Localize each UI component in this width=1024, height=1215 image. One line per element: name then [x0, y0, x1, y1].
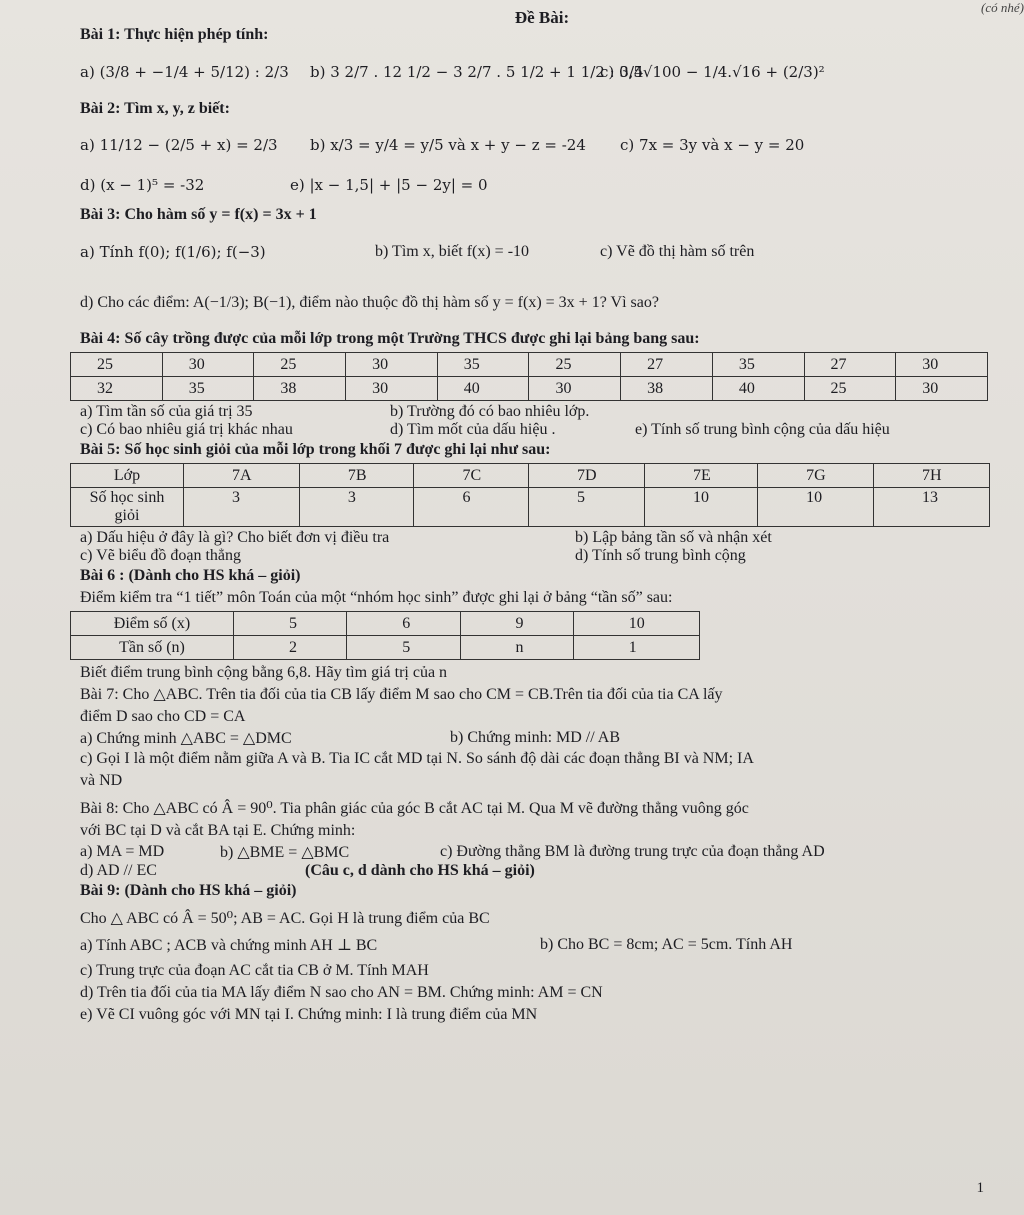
b5-value-cell: 3	[184, 488, 300, 527]
b4-table-cell: 25	[71, 353, 163, 377]
b8-l1: Bài 8: Cho △ABC có Â = 90⁰. Tia phân giác của góc B cắt AC tại M. Qua M vẽ đường thẳng vuông góc	[80, 800, 749, 817]
b4-title: Bài 4: Số cây trồng được của mỗi lớp trong một Trường THCS được ghi lại bảng bang sau:	[80, 330, 700, 347]
b6-score-cell: 5	[234, 612, 347, 636]
b4-table-cell: 35	[712, 353, 804, 377]
b5-value-cell: 5	[529, 488, 645, 527]
b4-table-cell: 25	[529, 353, 621, 377]
b4-a: a) Tìm tần số của giá trị 35	[80, 403, 253, 420]
b2-d: d) (x − 1)⁵ = -32	[80, 176, 205, 194]
page-number: 1	[976, 1180, 984, 1196]
b4-table-cell: 38	[254, 377, 346, 401]
b4-table	[70, 352, 988, 401]
b4-table-cell: 30	[346, 353, 438, 377]
b6-score-cell: Điểm số (x)	[71, 612, 234, 636]
b5-head-cell: 7E	[644, 464, 757, 488]
b6-score-cell: 6	[347, 612, 460, 636]
b4-e: e) Tính số trung bình cộng của dấu hiệu	[635, 421, 890, 438]
b6-freq-cell: n	[460, 636, 573, 660]
b7-c1: c) Gọi I là một điểm nằm giữa A và B. Tia IC cắt MD tại N. So sánh độ dài các đoạn thẳng BI và NM; IA	[80, 750, 754, 767]
b3-c: c) Vẽ đồ thị hàm số trên	[600, 243, 755, 260]
b5-a: a) Dấu hiệu ở đây là gì? Cho biết đơn vị điều tra	[80, 529, 390, 546]
b5-value-cell: 10	[644, 488, 757, 527]
b7-b: b) Chứng minh: MD // AB	[450, 729, 621, 746]
b7-a: a) Chứng minh △ABC = △DMC	[80, 730, 292, 747]
b4-table-cell: 30	[896, 353, 988, 377]
b5-head-cell: 7D	[529, 464, 645, 488]
b5-b: b) Lập bảng tần số và nhận xét	[575, 529, 772, 546]
b5-value-cell: 3	[299, 488, 414, 527]
b4-table-cell: 30	[529, 377, 621, 401]
b6-freq-cell: 5	[347, 636, 460, 660]
b7-l1: Bài 7: Cho △ABC. Trên tia đối của tia CB lấy điểm M sao cho CM = CB.Trên tia đối của tia CA lấy	[80, 686, 723, 703]
b8-a: a) MA = MD	[80, 843, 165, 860]
b4-table-cell: 27	[621, 353, 713, 377]
b3-title: Bài 3: Cho hàm số y = f(x) = 3x + 1	[80, 206, 317, 223]
b1-a: a) (3/8 + −1/4 + 5/12) : 2/3	[80, 63, 289, 81]
b6-table	[70, 611, 700, 660]
b4-table-cell: 38	[621, 377, 713, 401]
b4-table-cell: 32	[71, 377, 163, 401]
b5-head-cell: 7B	[299, 464, 414, 488]
b8-l2: với BC tại D và cắt BA tại E. Chứng minh:	[80, 822, 356, 839]
b8-b: b) △BME = △BMC	[220, 844, 350, 861]
b3-b: b) Tìm x, biết f(x) = -10	[375, 243, 530, 260]
b2-title: Bài 2: Tìm x, y, z biết:	[80, 100, 230, 117]
b4-c: c) Có bao nhiêu giá trị khác nhau	[80, 421, 293, 438]
b9-d: d) Trên tia đối của tia MA lấy điểm N sao cho AN = BM. Chứng minh: AM = CN	[80, 984, 603, 1001]
b7-l2: điểm D sao cho CD = CA	[80, 708, 246, 725]
b5-head-cell: 7G	[758, 464, 874, 488]
b5-row-label: Số học sinh giỏi	[71, 488, 184, 527]
b6-freq-cell: 2	[234, 636, 347, 660]
b4-table-cell: 35	[437, 353, 529, 377]
corner-note: (có nhé)	[981, 0, 1024, 15]
b5-head-cell: 7H	[874, 464, 990, 488]
b3-a: a) Tính f(0); f(1/6); f(−3)	[80, 243, 266, 261]
b4-table-row	[71, 353, 988, 377]
b4-table-cell: 40	[712, 377, 804, 401]
b6-intro: Điểm kiểm tra “1 tiết” môn Toán của một “nhóm học sinh” được ghi lại ở bảng “tần số” sau:	[80, 589, 673, 606]
b6-score-cell: 9	[460, 612, 573, 636]
b3-d: d) Cho các điểm: A(−1/3); B(−1), điểm nào thuộc đồ thị hàm số y = f(x) = 3x + 1? Vì sao?	[80, 294, 659, 311]
b2-e: e) |x − 1,5| + |5 − 2y| = 0	[290, 176, 488, 194]
b6-freq-cell: Tần số (n)	[71, 636, 234, 660]
b5-c: c) Vẽ biểu đồ đoạn thẳng	[80, 547, 241, 564]
b5-head-cell: 7C	[414, 464, 529, 488]
b9-title: Bài 9: (Dành cho HS khá – giỏi)	[80, 882, 297, 899]
b6-freq-cell: 1	[573, 636, 699, 660]
b5-head-cell: 7A	[184, 464, 300, 488]
b5-title: Bài 5: Số học sinh giỏi của mỗi lớp trong khối 7 được ghi lại như sau:	[80, 441, 551, 458]
b4-table-cell: 40	[437, 377, 529, 401]
b4-table-cell: 25	[254, 353, 346, 377]
b9-b: b) Cho BC = 8cm; AC = 5cm. Tính AH	[540, 936, 793, 953]
b1-title: Bài 1: Thực hiện phép tính:	[80, 26, 269, 43]
b9-l1: Cho △ ABC có Â = 50⁰; AB = AC. Gọi H là trung điểm của BC	[80, 910, 490, 927]
b6-after: Biết điểm trung bình cộng bằng 6,8. Hãy tìm giá trị của n	[80, 664, 448, 681]
b4-table-cell: 30	[162, 353, 254, 377]
b8-note: (Câu c, d dành cho HS khá – giỏi)	[305, 862, 535, 879]
b4-d: d) Tìm mốt của dấu hiệu .	[390, 421, 556, 438]
b1-b: b) 3 2/7 . 12 1/2 − 3 2/7 . 5 1/2 + 1 1/2 : 3/4	[310, 63, 644, 81]
b8-c: c) Đường thẳng BM là đường trung trực của đoạn thẳng AD	[440, 843, 825, 860]
b4-table-cell: 25	[804, 377, 896, 401]
b4-table-cell: 35	[162, 377, 254, 401]
b4-table-cell: 30	[896, 377, 988, 401]
b2-c: c) 7x = 3y và x − y = 20	[620, 136, 805, 154]
b9-a: a) Tính ABC ; ACB và chứng minh AH ⊥ BC	[80, 937, 378, 954]
b2-b: b) x/3 = y/4 = y/5 và x + y − z = -24	[310, 136, 586, 154]
b1-c: c) 0,5√100 − 1/4.√16 + (2/3)²	[600, 63, 825, 81]
b5-value-cell: 6	[414, 488, 529, 527]
b5-table	[70, 463, 990, 527]
b4-b: b) Trường đó có bao nhiêu lớp.	[390, 403, 590, 420]
b5-value-cell: 10	[758, 488, 874, 527]
b4-table-cell: 27	[804, 353, 896, 377]
b8-d: d) AD // EC	[80, 862, 157, 879]
b5-d: d) Tính số trung bình cộng	[575, 547, 746, 564]
b5-value-cell: 13	[874, 488, 990, 527]
b4-table-row	[71, 377, 988, 401]
page-title: Đề Bài:	[514, 8, 570, 27]
b2-a: a) 11/12 − (2/5 + x) = 2/3	[80, 136, 278, 154]
b9-e: e) Vẽ CI vuông góc với MN tại I. Chứng minh: I là trung điểm của MN	[80, 1006, 538, 1023]
b6-title: Bài 6 : (Dành cho HS khá – giỏi)	[80, 567, 301, 584]
b5-head-cell: Lớp	[71, 464, 184, 488]
b6-score-cell: 10	[573, 612, 699, 636]
b4-table-cell: 30	[346, 377, 438, 401]
b9-c: c) Trung trực của đoạn AC cắt tia CB ở M. Tính MAH	[80, 962, 429, 979]
b7-c2: và ND	[80, 772, 123, 789]
